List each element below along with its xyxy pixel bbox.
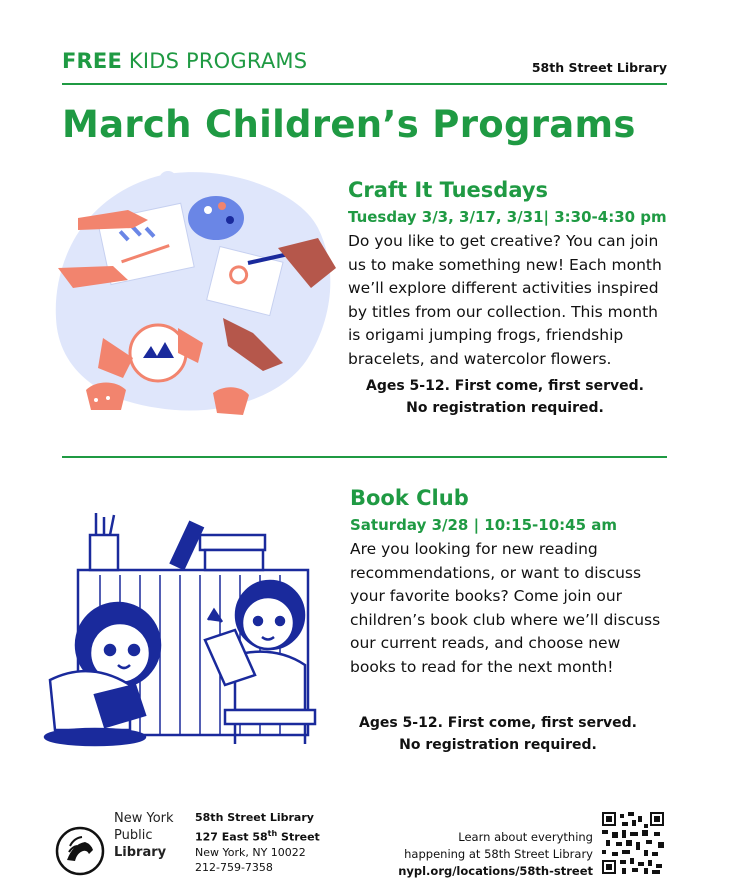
branch-url[interactable]: nypl.org/locations/58th-street: [398, 864, 593, 878]
program-category: FREE KIDS PROGRAMS: [62, 49, 308, 73]
ages-line: Ages 5-12. First come, first served.: [365, 378, 645, 394]
craft-illustration: [48, 168, 336, 420]
qr-code[interactable]: [602, 812, 664, 874]
program-title: Book Club: [350, 486, 469, 510]
branch-name: 58th Street Library: [195, 811, 314, 824]
book-club-illustration: [40, 505, 318, 750]
learn-line: Learn about everything: [458, 830, 593, 844]
phone-number: 212-759-7358: [195, 861, 273, 875]
ages-line: Ages 5-12. First come, first served.: [358, 715, 638, 731]
wordmark-line: Library: [114, 845, 167, 860]
wordmark-line: Public: [114, 828, 153, 843]
nypl-lion-logo: [55, 826, 105, 876]
program-description: Are you looking for new reading recommendations, or want to discuss your favorite books? Come join our children’s book club where we’ll discuss our current reads, and choose new books to read for the next month!: [350, 540, 661, 676]
wordmark-line: New York: [114, 811, 174, 826]
nypl-wordmark: [114, 810, 174, 861]
program-description: Do you like to get creative? You can join us to make something new! Each month we’ll explore different activities inspired by titles from our collection. This month is origami jumping frogs, friendship bracelets, and watercolor flowers.: [348, 232, 662, 368]
city-line: New York, NY 10022: [195, 845, 306, 859]
branch-address: [195, 810, 320, 876]
program-title: Craft It Tuesdays: [348, 178, 549, 202]
header-divider: [62, 83, 667, 85]
program-date: Tuesday 3/3, 3/17, 3/31| 3:30-4:30 pm: [348, 208, 667, 226]
learn-line: happening at 58th Street Library: [404, 847, 593, 861]
program-eligibility: [348, 375, 662, 419]
registration-line: No registration required.: [406, 400, 604, 416]
program-eligibility: [350, 712, 646, 756]
street-address: 127 East 58th Street: [195, 828, 320, 844]
page-title: March Children’s Programs: [62, 103, 636, 146]
registration-line: No registration required.: [399, 737, 597, 753]
section-divider: [62, 456, 667, 458]
program-date: Saturday 3/28 | 10:15-10:45 am: [350, 516, 617, 534]
library-name: 58th Street Library: [531, 60, 667, 75]
learn-more: [398, 829, 593, 880]
